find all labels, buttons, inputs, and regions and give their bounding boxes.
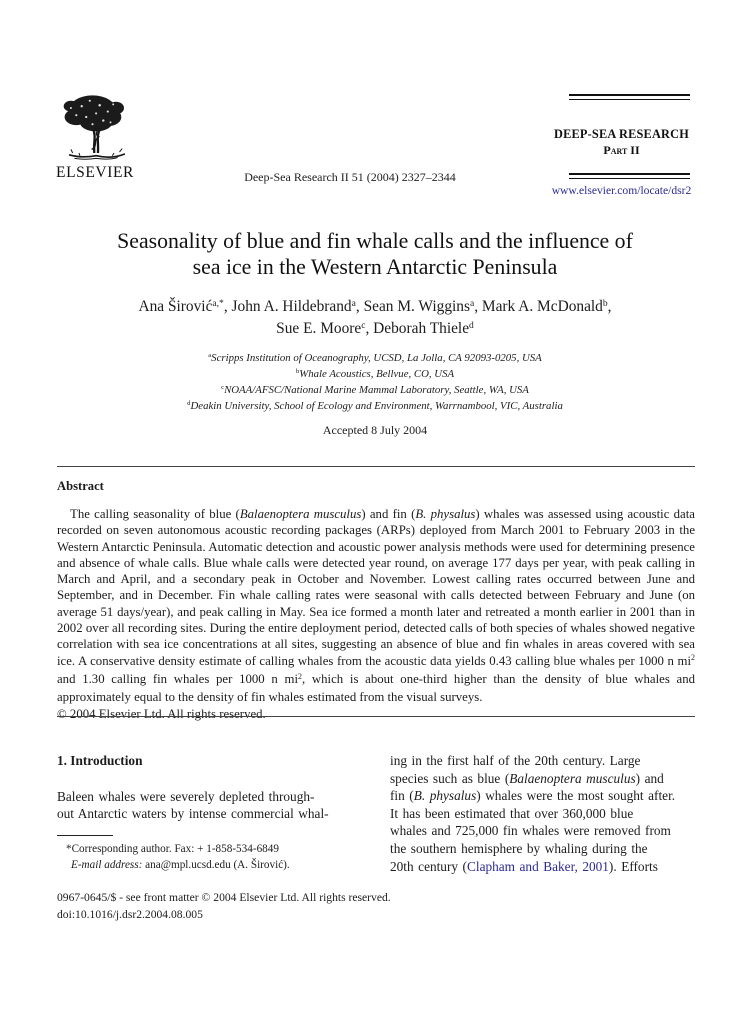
affiliation-line: $^b$Whale Acoustics, Bellvue, CO, USA [295, 368, 455, 380]
abstract-bottom-rule [57, 716, 695, 717]
masthead-top-rule [569, 94, 690, 100]
section-heading-introduction: 1. Introduction [57, 753, 143, 768]
journal-masthead [543, 94, 700, 197]
page-footer [57, 889, 391, 923]
abstract-heading: Abstract [57, 479, 104, 493]
affiliation-line: $^a$Scripps Institution of Oceanography, UCSD, La Jolla, CA 92093-0205, USA [208, 352, 542, 364]
article-title: Seasonality of blue and fin whale calls and the influence of sea ice in the Western Antarctic Peninsula [117, 229, 633, 279]
affiliations [60, 351, 690, 415]
corresponding-author-footnote [57, 835, 367, 873]
right-column [390, 752, 695, 875]
footnote-rule [57, 835, 113, 836]
affiliation-line: $^d$Deakin University, School of Ecology and Environment, Warrnambool, VIC, Australia [187, 400, 563, 412]
abstract-body: The calling seasonality of blue (Balaenoptera musculus) and fin (B. physalus) whales was assessed using acoustic data recorded on seven autonomous acoustic recording packages (ARPs) deployed from March 2001 to February 2003 in the Western Antarctic Peninsula. Automatic detection and acoustic power analysis methods were used for determining presence and absence of whale calls. Blue whale calls were detected year round, on average 177 days per year, with peak calling in March and April, and a secondary peak in October and November. Lowest calling rates occurred between June and September, and in December. Fin whale calling rates were seasonal with calls detected between February and June (on average 51 days/year), and peak calling in May. Sea ice formed a month later and retreated a month earlier in 2001 than in 2002 over all recording sites. During the entire deployment period, detected calls of both species of whales showed negative correlation with sea ice concentrations at all sites, suggesting an absence of blue and fin whales in areas covered with sea ice. A conservative density estimate of calling whales from the acoustic data yields 0.43 calling blue whales per 1000 n $mi^2$ and 1.30 calling fin whales per 1000 n $mi^2$, which is about one-third higher than the density of blue whales and approximately equal to the density of fin whales estimated from the visual surveys. [57, 507, 695, 705]
journal-url-link[interactable]: www.elsevier.com/locate/dsr2 [551, 184, 692, 197]
doi-line: doi:10.1016/j.dsr2.2004.08.005 [57, 908, 203, 921]
intro-paragraph-right: ing in the first half of the 20th century. Large species such as blue (Balaenoptera musculus) and fin (B. physalus) whales were the most sought after. It has been estimated that over 360,000 blue whales and 725,000 fin whales were removed from the southern hemisphere by whaling during the 20th century (Clapham and Baker, 2001). Efforts [390, 753, 676, 874]
citation-link[interactable]: Clapham and Baker, 2001 [467, 858, 609, 874]
publisher-wordmark: ELSEVIER [56, 164, 134, 181]
journal-citation: Deep-Sea Research II 51 (2004) 2327–2344 [244, 170, 456, 184]
journal-part: Part II [603, 143, 640, 157]
accepted-date: Accepted 8 July 2004 [322, 423, 428, 437]
journal-name: DEEP-SEA RESEARCH [554, 127, 689, 141]
abstract-copyright: © 2004 Elsevier Ltd. All rights reserved. [57, 706, 266, 721]
footnote-fax-line: *Corresponding author. Fax: + 1-858-534-6849 [66, 843, 279, 855]
intro-paragraph-left: Baleen whales were severely depleted through- out Antarctic waters by intense commercial whal- [57, 788, 329, 822]
issn-copyright-line: 0967-0645/$ - see front matter © 2004 Elsevier Ltd. All rights reserved. [57, 891, 391, 904]
masthead-bottom-rule [569, 173, 690, 179]
footnote-email-line: E-mail address: ana@mpl.ucsd.edu (A. Širović). [71, 859, 290, 871]
author-list: Ana Širović$^{a,*}$, John A. Hildebrand$^a$, Sean M. Wiggins$^a$, Mark A. McDonald$^b$, Sue E. Moore$^c$, Deborah Thiele$^d$ [138, 297, 612, 337]
elsevier-tree-icon [56, 90, 138, 162]
elsevier-logo [56, 90, 142, 182]
affiliation-line: $^c$NOAA/AFSC/National Marine Mammal Laboratory, Seattle, WA, USA [221, 384, 529, 396]
abstract-top-rule [57, 466, 695, 467]
abstract-section [57, 479, 695, 722]
